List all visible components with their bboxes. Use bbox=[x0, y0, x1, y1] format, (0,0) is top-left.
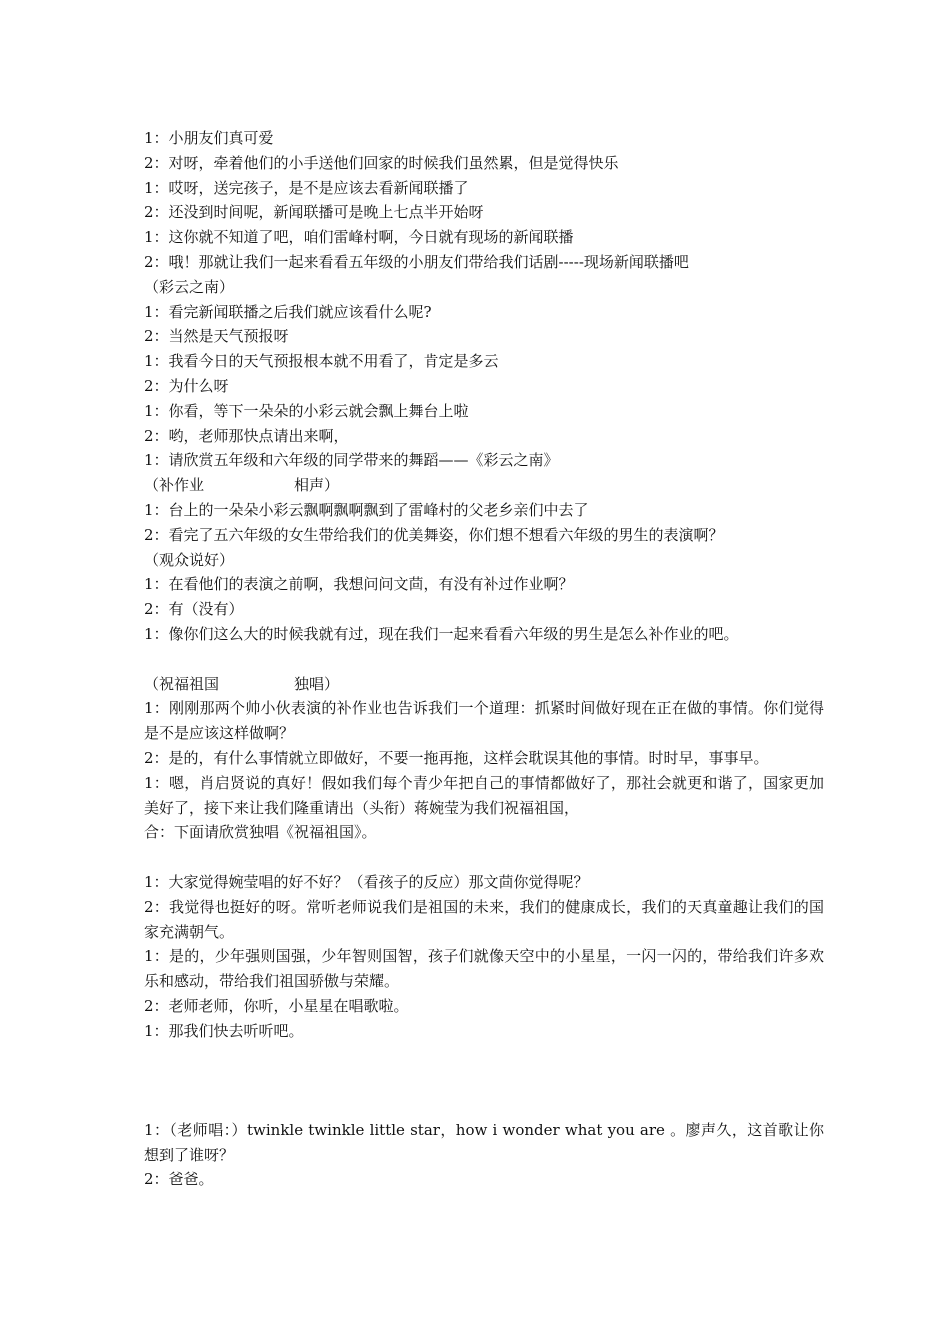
script-line: 1：像你们这么大的时候我就有过，现在我们一起来看看六年级的男生是怎么补作业的吧。 bbox=[144, 624, 739, 643]
script-paragraph: 1：（老师唱：）twinkle twinkle little star，how i wonder what you are 。廖声久，这首歌让你想到了谁呀？ bbox=[144, 1120, 824, 1164]
script-line: 1：我看今日的天气预报根本就不用看了，肯定是多云 bbox=[144, 352, 499, 371]
script-line: 2：当然是天气预报呀 bbox=[144, 327, 289, 346]
script-line: 2：哟，老师那快点请出来啊， bbox=[144, 426, 349, 445]
blank-line bbox=[144, 845, 824, 870]
script-line: 1：那我们快去听听吧。 bbox=[144, 1021, 304, 1040]
script-line: 2：有（没有） bbox=[144, 600, 244, 619]
script-paragraph: 1：是的，少年强则国强，少年智则国智，孩子们就像天空中的小星星，一闪一闪的，带给我们许多欢乐和感动，带给我们祖国骄傲与荣耀。 bbox=[144, 947, 824, 991]
section-heading: （彩云之南） bbox=[144, 277, 235, 296]
blank-line bbox=[144, 647, 824, 672]
script-line: 1：在看他们的表演之前啊，我想问问文茴，有没有补过作业啊？ bbox=[144, 575, 574, 594]
script-line: 1：小朋友们真可爱 bbox=[144, 129, 274, 147]
script-line: 2：为什么呀 bbox=[144, 376, 229, 395]
script-line: 1：看完新闻联播之后我们就应该看什么呢? bbox=[144, 302, 432, 321]
script-paragraph: 2：我觉得也挺好的呀。常听老师说我们是祖国的未来，我们的健康成长，我们的天真童趣让我们的国家充满朝气。 bbox=[144, 897, 824, 941]
script-line: 2：爸爸。 bbox=[144, 1170, 214, 1189]
script-paragraph: 1：嗯，肖启贤说的真好！假如我们每个青少年把自己的事情都做好了，那社会就更和谐了，国家更加美好了，接下来让我们隆重请出（头衔）蒋婉莹为我们祝福祖国， bbox=[144, 773, 824, 817]
section-heading: （补作业 相声） bbox=[144, 476, 340, 495]
script-line: 2：还没到时间呢，新闻联播可是晚上七点半开始呀 bbox=[144, 203, 484, 222]
script-line: 1：大家觉得婉莹唱的好不好？（看孩子的反应）那文茴你觉得呢？ bbox=[144, 872, 589, 891]
script-text bbox=[144, 126, 824, 1192]
script-line: 1：哎呀，送完孩子，是不是应该去看新闻联播了 bbox=[144, 178, 469, 197]
script-paragraph: 1：刚刚那两个帅小伙表演的补作业也告诉我们一个道理：抓紧时间做好现在正在做的事情。你们觉得是不是应该这样做啊？ bbox=[144, 699, 824, 743]
script-line: 2：哦！那就让我们一起来看看五年级的小朋友们带给我们话剧-----现场新闻联播吧 bbox=[144, 252, 689, 271]
stage-direction: （观众说好） bbox=[144, 550, 235, 569]
script-line: 1：台上的一朵朵小彩云飘啊飘啊飘到了雷峰村的父老乡亲们中去了 bbox=[144, 500, 589, 519]
script-line: 1：这你就不知道了吧，咱们雷峰村啊，今日就有现场的新闻联播 bbox=[144, 228, 574, 247]
blank-gap bbox=[144, 1043, 824, 1117]
script-line: 1：请欣赏五年级和六年级的同学带来的舞蹈——《彩云之南》 bbox=[144, 451, 559, 470]
section-heading: （祝福祖国 独唱） bbox=[144, 674, 340, 693]
script-line: 2：老师老师，你听，小星星在唱歌啦。 bbox=[144, 996, 409, 1015]
script-line: 2：对呀，牵着他们的小手送他们回家的时候我们虽然累，但是觉得快乐 bbox=[144, 153, 619, 172]
script-line: 合：下面请欣赏独唱《祝福祖国》。 bbox=[144, 823, 377, 842]
script-line: 1：你看，等下一朵朵的小彩云就会飘上舞台上啦 bbox=[144, 401, 469, 420]
script-line: 2：看完了五六年级的女生带给我们的优美舞姿，你们想不想看六年级的男生的表演啊？ bbox=[144, 525, 724, 544]
script-paragraph: 2：是的，有什么事情就立即做好，不要一拖再拖，这样会耽误其他的事情。时时早，事事早。 bbox=[144, 748, 769, 767]
